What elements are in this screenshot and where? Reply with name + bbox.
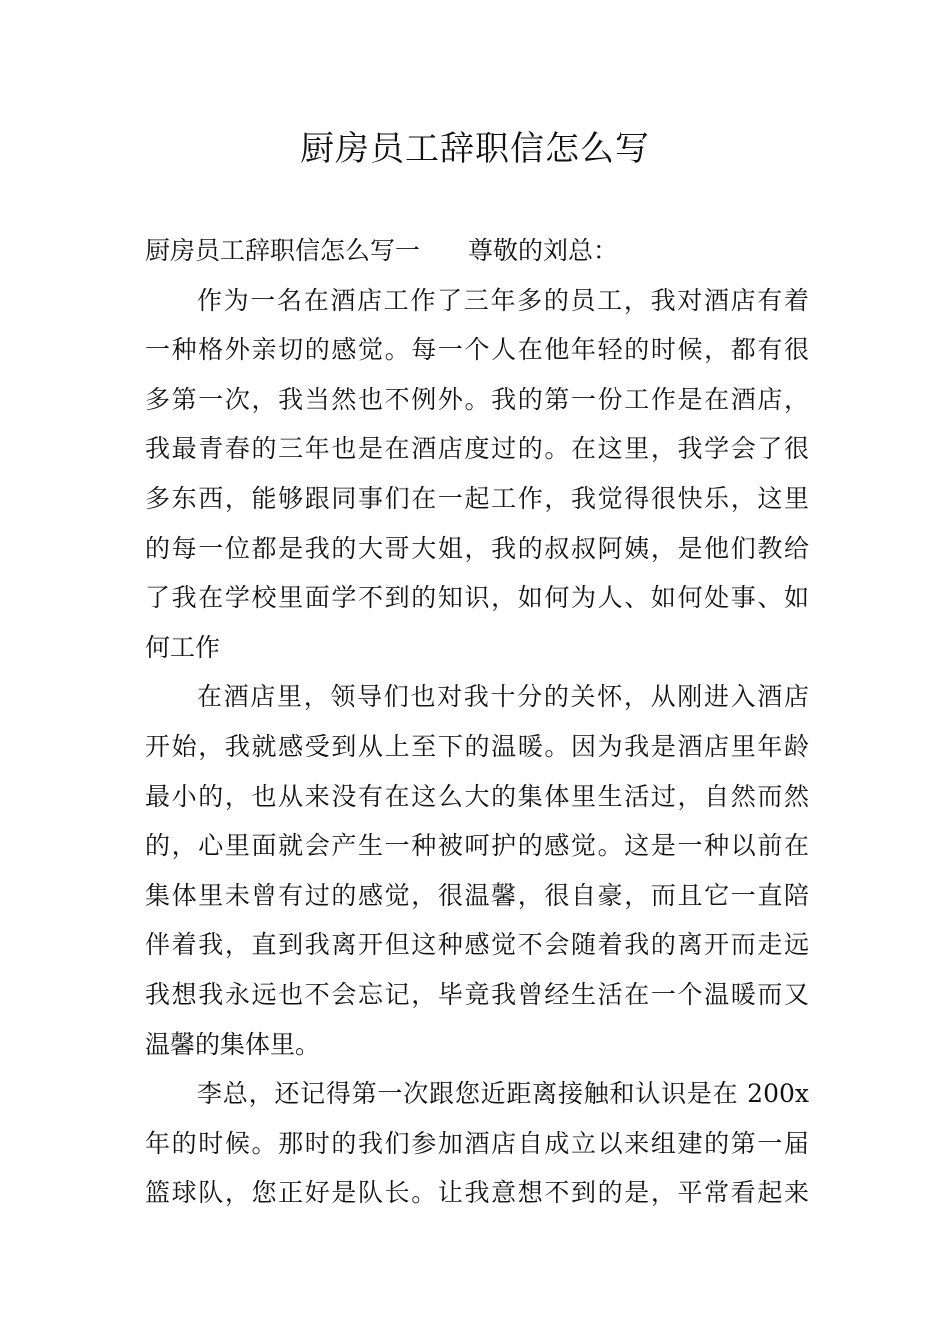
paragraph-line: 篮球队，您正好是队长。让我意想不到的是，平常看起来 xyxy=(145,1178,809,1208)
paragraph-line: 集体里未曾有过的感觉，很温馨，很自豪，而且它一直陪 xyxy=(145,880,809,910)
paragraph-line: 的每一位都是我的大哥大姐，我的叔叔阿姨，是他们教给 xyxy=(145,533,809,563)
paragraph-line: 最小的，也从来没有在这么大的集体里生活过，自然而然 xyxy=(145,781,809,811)
paragraph-line: 年的时候。那时的我们参加酒店自成立以来组建的第一届 xyxy=(145,1128,809,1158)
document-body xyxy=(145,226,809,1218)
paragraph-line: 作为一名在酒店工作了三年多的员工，我对酒店有着 xyxy=(197,285,809,315)
paragraph-line: 一种格外亲切的感觉。每一个人在他年轻的时候，都有很 xyxy=(145,335,809,365)
paragraph-line: 温馨的集体里。 xyxy=(145,1029,321,1059)
paragraph-line: 何工作 xyxy=(145,632,221,662)
section-heading: 厨房员工辞职信怎么写一 xyxy=(145,236,421,265)
paragraph-line: 开始，我就感受到从上至下的温暖。因为我是酒店里年龄 xyxy=(145,731,809,761)
paragraph-line: 伴着我，直到我离开但这种感觉不会随着我的离开而走远 xyxy=(145,930,809,960)
paragraph-line: 我最青春的三年也是在酒店度过的。在这里，我学会了很 xyxy=(145,434,809,464)
document-title: 厨房员工辞职信怎么写 xyxy=(300,129,650,169)
paragraph-line: 的，心里面就会产生一种被呵护的感觉。这是一种以前在 xyxy=(145,831,809,861)
paragraph-line: 我想我永远也不会忘记，毕竟我曾经生活在一个温暖而又 xyxy=(145,979,809,1009)
paragraph-line: 多第一次，我当然也不例外。我的第一份工作是在酒店， xyxy=(145,384,809,414)
paragraph-line: 李总，还记得第一次跟您近距离接触和认识是在 200x xyxy=(197,1079,809,1109)
paragraph-line: 在酒店里，领导们也对我十分的关怀，从刚进入酒店 xyxy=(197,682,809,712)
paragraph-line: 多东西，能够跟同事们在一起工作，我觉得很快乐，这里 xyxy=(145,483,809,513)
salutation-line xyxy=(145,226,809,276)
salutation: 尊敬的刘总： xyxy=(468,236,619,265)
paragraph-line: 了我在学校里面学不到的知识，如何为人、如何处事、如 xyxy=(145,583,809,613)
